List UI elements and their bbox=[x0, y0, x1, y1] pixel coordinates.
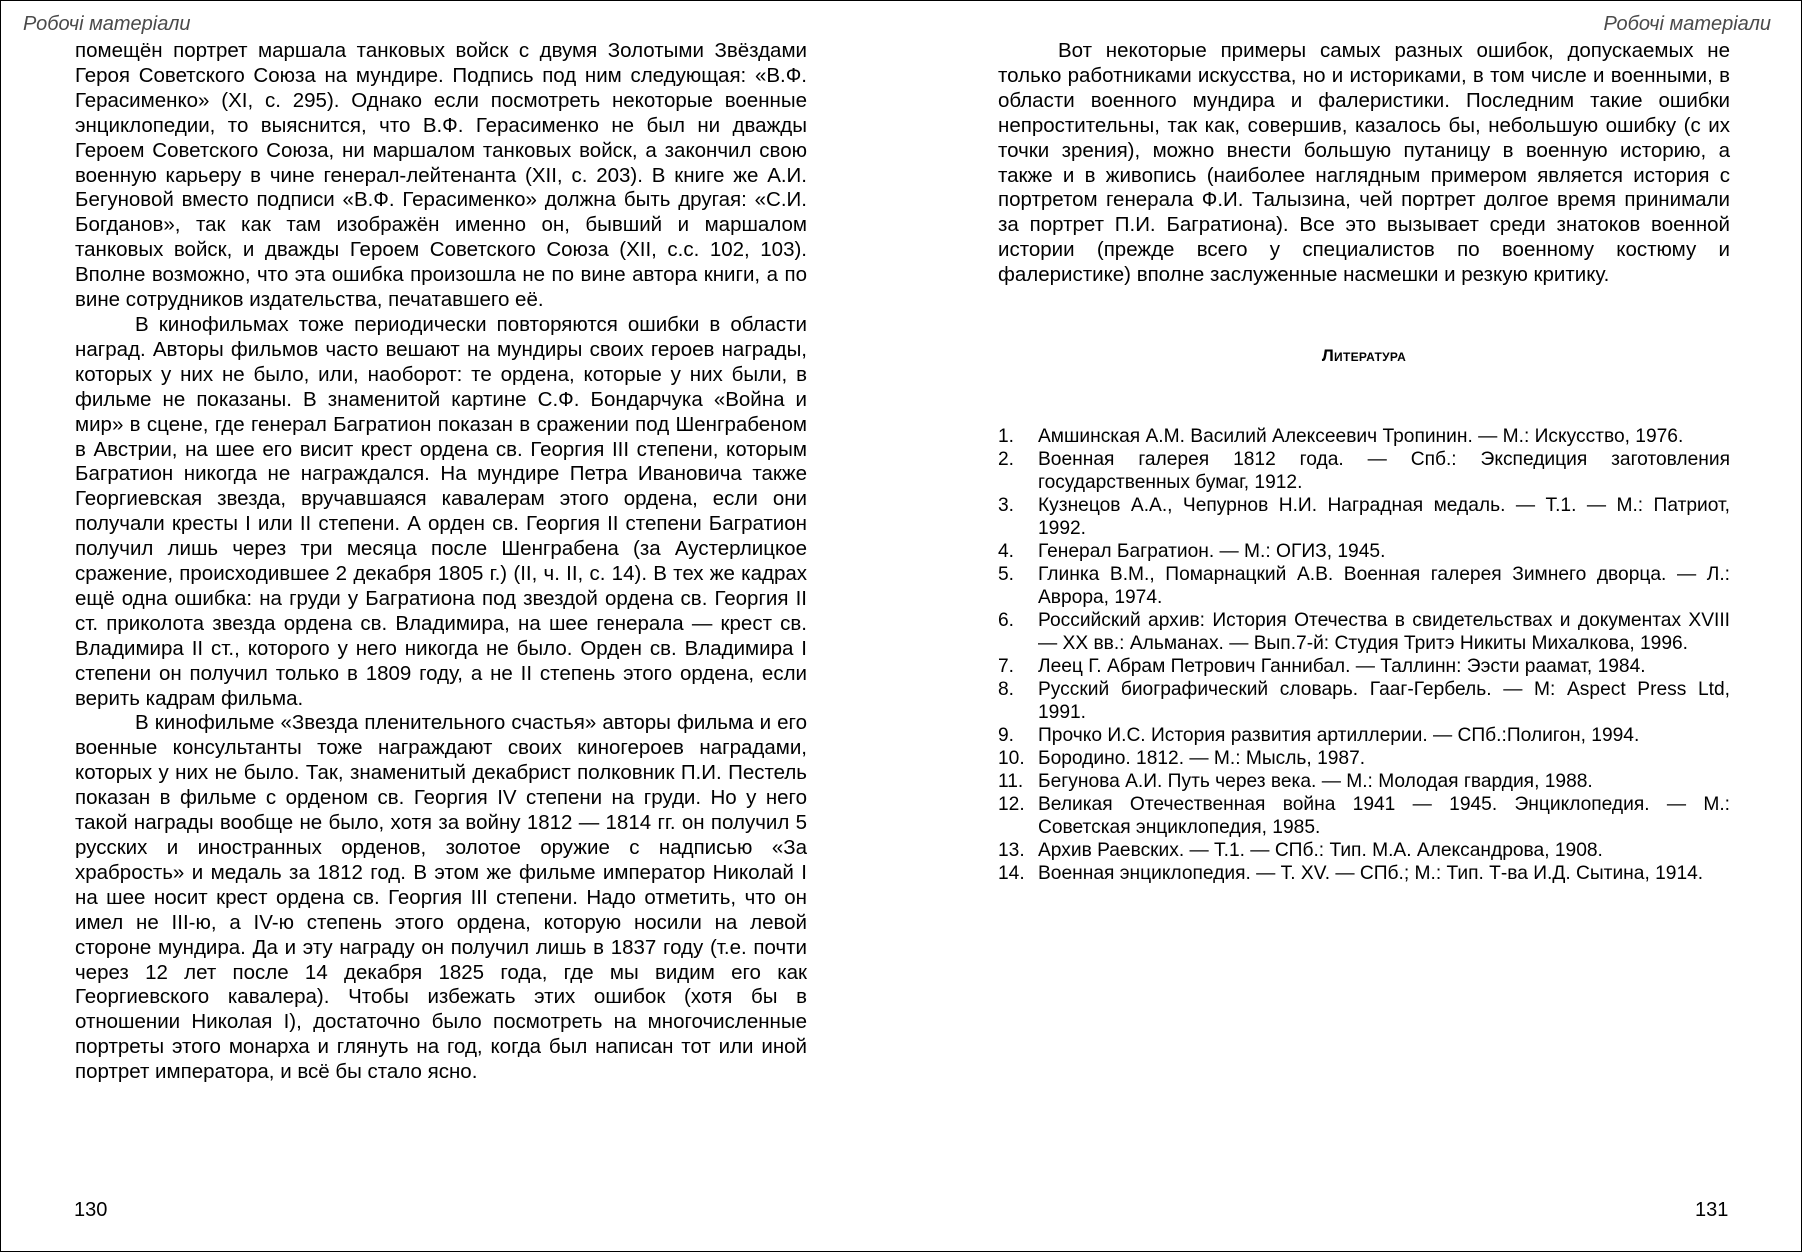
paragraph: помещён портрет маршала танковых войск с двумя Золотыми Звёздами Героя Советского Союза на мундире. Подпись под ним следующая: «В.Ф. Герасименко» (XI, с. 295). Однако если посмотреть некоторые военные энциклопедии, то выяснится, что В.Ф. Герасименко не был ни дважды Героем Советского Союза, ни маршалом танковых войск, а закончил свою военную карьеру в чине генерал-лейтенанта (XII, с. 203). В книге же А.И. Бегуновой вместо подписи «В.Ф. Герасименко» должна быть другая: «С.И. Богданов», так как там изображён именно он, бывший и маршалом танковых войск, и дважды Героем Советского Союза (XII, с.с. 102, 103). Вполне возможно, что эта ошибка произошла не по вине автора книги, а по вине сотрудников издательства, печатавшего её. bbox=[75, 39, 807, 312]
reference-item bbox=[998, 655, 1730, 678]
literature-heading: Литература bbox=[1321, 346, 1407, 366]
reference-number: 9. bbox=[998, 724, 1015, 746]
reference-number: 13. bbox=[998, 839, 1025, 861]
reference-item bbox=[998, 747, 1730, 770]
paragraph: В кинофильме «Звезда пленительного счастья» авторы фильма и его военные консультанты тоже награждают своих киногероев наградами, которых у них не было. Так, знаменитый декабрист полковник П.И. Пестель показан в фильме с орденом св. Георгия IV степени на груди. Но у него такой награды вообще не было, хотя за войну 1812 — 1814 гг. он получил 5 русских и иностранных орденов, золотое оружие с надписью «За храбрость» и медаль за 1812 год. В этом же фильме император Николай I на шее носит крест ордена св. Георгия III степени. Надо отметить, что он имел не III-ю, а IV-ю степень этого ордена, которую носили на левой стороне мундира. Да и эту награду он получил лишь в 1837 году (т.е. почти через 12 лет после 14 декабря 1825 года, где мы видим его как Георгиевского кавалера). Чтобы избежать этих ошибок (хотя бы в отношении Николая I), достаточно было посмотреть на многочисленные портреты этого монарха и глянуть на год, когда был написан тот или иной портрет императора, и всё бы стало ясно. bbox=[75, 711, 807, 1084]
reference-number: 14. bbox=[998, 862, 1025, 884]
reference-item bbox=[998, 563, 1730, 609]
page-number-left: 130 bbox=[74, 1199, 108, 1221]
reference-text: Российский архив: История Отечества в свидетельствах и документах XVIII — XX вв.: Альманах. — Вып.7-й: Студия Тритэ Никиты Михалкова, 1996. bbox=[1038, 609, 1730, 654]
reference-number: 1. bbox=[998, 425, 1015, 447]
reference-list bbox=[998, 425, 1730, 885]
reference-text: Амшинская А.М. Василий Алексеевич Тропинин. — М.: Искусство, 1976. bbox=[1038, 425, 1684, 447]
reference-number: 3. bbox=[998, 494, 1015, 516]
reference-number: 5. bbox=[998, 563, 1015, 585]
reference-item bbox=[998, 839, 1730, 862]
reference-text: Кузнецов А.А., Чепурнов Н.И. Наградная медаль. — Т.1. — М.: Патриот, 1992. bbox=[1038, 494, 1730, 539]
left-page-body bbox=[75, 39, 807, 1085]
reference-item bbox=[998, 770, 1730, 793]
reference-text: Бородино. 1812. — М.: Мысль, 1987. bbox=[1038, 747, 1366, 769]
reference-item bbox=[998, 448, 1730, 494]
reference-text: Великая Отечественная война 1941 — 1945. Энциклопедия. — М.: Советская энциклопедия, 1985. bbox=[1038, 793, 1730, 838]
reference-number: 10. bbox=[998, 747, 1025, 769]
reference-item bbox=[998, 540, 1730, 563]
reference-item bbox=[998, 494, 1730, 540]
reference-item bbox=[998, 678, 1730, 724]
paragraph: В кинофильмах тоже периодически повторяются ошибки в области наград. Авторы фильмов часто вешают на мундиры своих героев награды, которых у них не было, или, наоборот: те ордена, которые у них были, в фильме не показаны. В знаменитой картине С.Ф. Бондарчука «Война и мир» в сцене, где генерал Багратион показан в сражении под Шенграбеном в Австрии, на шее его висит крест ордена св. Георгия III степени, которым Багратион никогда не награждался. На мундире Петра Ивановича также Георгиевская звезда, вручавшаяся кавалерам этого ордена, если они получали кресты I или II степени. А орден св. Георгия II степени Багратион получил лишь через три месяца после Шенграбена (за Аустерлицкое сражение, происходившее 2 декабря 1805 г.) (II, ч. II, с. 14). В тех же кадрах ещё одна ошибка: на груди у Багратиона под звездой ордена св. Георгия II ст. приколота звезда ордена св. Владимира, на шее генерала — крест св. Владимира II ст., которого у него никогда не было. Орден св. Владимира I степени он получил только в 1809 году, а не II степень этого ордена, если верить кадрам фильма. bbox=[75, 312, 807, 710]
reference-text: Генерал Багратион. — М.: ОГИЗ, 1945. bbox=[1038, 540, 1386, 562]
reference-text: Русский биографический словарь. Гааг-Гербель. — М: Aspect Press Ltd, 1991. bbox=[1038, 678, 1730, 723]
paragraph: Вот некоторые примеры самых разных ошибок, допускаемых не только работниками искусства, но и историками, в том числе и военными, в области военного мундира и фалеристики. Последним такие ошибки непростительны, так как, совершив, казалось бы, небольшую ошибку (с их точки зрения), можно внести большую путаницу в военную историю, а также и в живопись (наиболее наглядным примером является история с портретом генерала Ф.И. Талызина, чей портрет долгое время принимали за портрет П.И. Багратиона). Все это вызывает среди знатоков военной истории (прежде всего у специалистов по военному костюму и фалеристике) вполне заслуженные насмешки и резкую критику. bbox=[998, 39, 1730, 287]
reference-number: 4. bbox=[998, 540, 1015, 562]
reference-number: 6. bbox=[998, 609, 1015, 631]
reference-number: 12. bbox=[998, 793, 1025, 815]
right-page-body bbox=[998, 39, 1730, 885]
reference-number: 8. bbox=[998, 678, 1015, 700]
reference-text: Прочко И.С. История развития артиллерии. — СПб.:Полигон, 1994. bbox=[1038, 724, 1640, 746]
reference-item bbox=[998, 862, 1730, 885]
page-number-right: 131 bbox=[1695, 1199, 1729, 1221]
reference-item bbox=[998, 609, 1730, 655]
reference-item bbox=[998, 793, 1730, 839]
reference-number: 7. bbox=[998, 655, 1015, 677]
reference-text: Бегунова А.И. Путь через века. — М.: Молодая гвардия, 1988. bbox=[1038, 770, 1593, 792]
reference-text: Военная галерея 1812 года. — Спб.: Экспедиция заготовления государственных бумаг, 1912. bbox=[1038, 448, 1730, 493]
reference-number: 11. bbox=[998, 770, 1024, 792]
reference-text: Военная энциклопедия. — Т. XV. — СПб.; М.: Тип. Т-ва И.Д. Сытина, 1914. bbox=[1038, 862, 1704, 884]
reference-text: Глинка В.М., Помарнацкий А.В. Военная галерея Зимнего дворца. — Л.: Аврора, 1974. bbox=[1038, 563, 1730, 608]
reference-text: Архив Раевских. — Т.1. — СПб.: Тип. М.А. Александрова, 1908. bbox=[1038, 839, 1603, 861]
reference-text: Леец Г. Абрам Петрович Ганнибал. — Таллинн: Ээсти раамат, 1984. bbox=[1038, 655, 1646, 677]
running-head-left: Робочі матеріали bbox=[23, 13, 191, 35]
running-head-right: Робочі матеріали bbox=[1603, 13, 1771, 35]
reference-item bbox=[998, 724, 1730, 747]
reference-number: 2. bbox=[998, 448, 1015, 470]
reference-item bbox=[998, 425, 1730, 448]
